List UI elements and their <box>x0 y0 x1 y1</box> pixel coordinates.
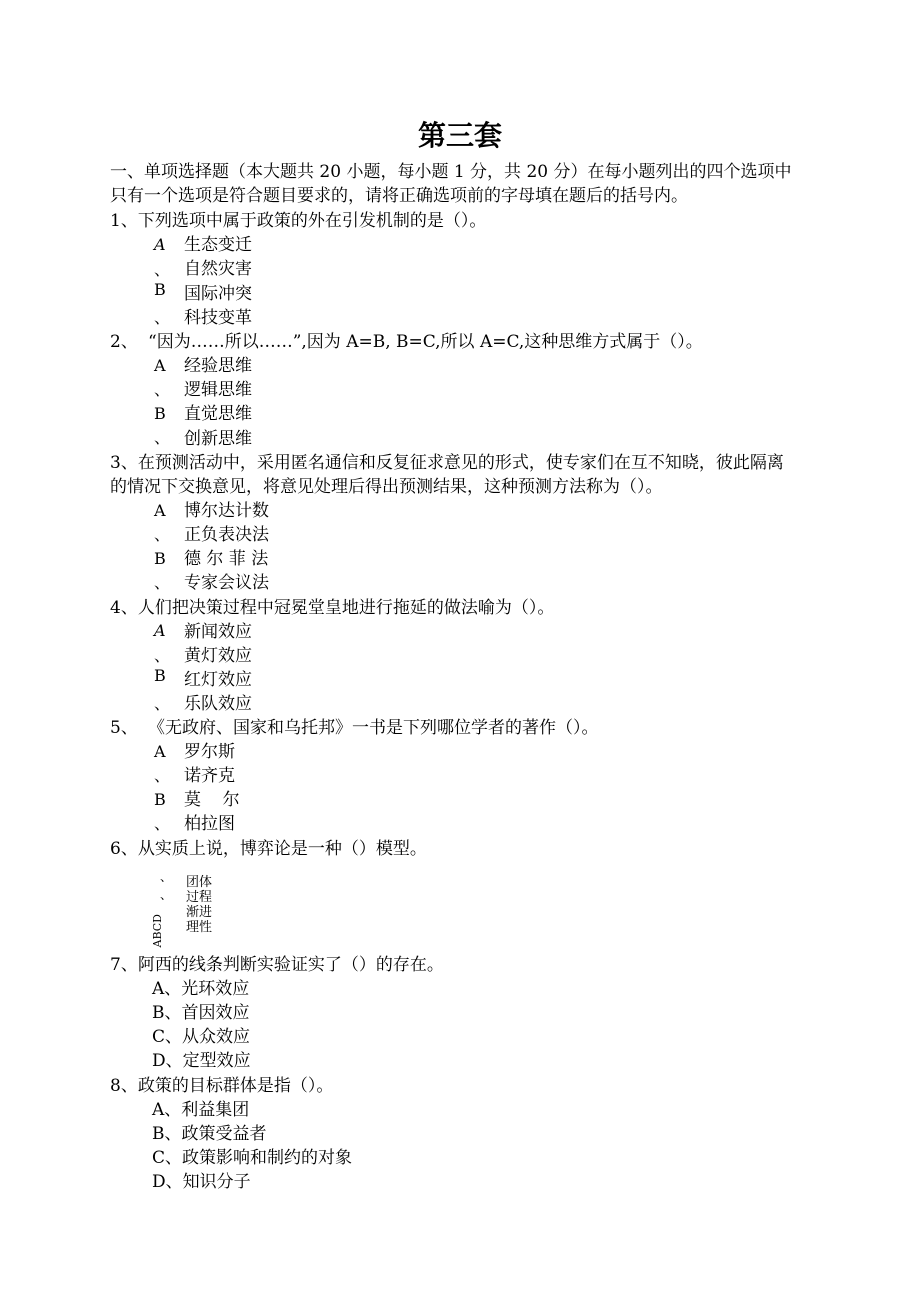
q7-option-a-text: 光环效应 <box>181 979 250 999</box>
q2-option-3: 直觉思维 <box>184 404 252 424</box>
q8-option-a <box>152 1098 249 1122</box>
q5-option-1: 罗尔斯 <box>184 742 235 762</box>
q7-option-a <box>152 977 249 1001</box>
q7-marker-d: D、 <box>152 1051 183 1071</box>
q8-marker-c: C、 <box>152 1148 183 1168</box>
q7-marker-c: C、 <box>152 1027 183 1047</box>
q5-marker-b: B <box>154 790 166 809</box>
q1-marker-b: B <box>154 280 166 299</box>
instructions-line-2: 只有一个选项是符合题目要求的，请将正确选项前的字母填在题后的括号内。 <box>110 186 688 206</box>
q8-option-d-text: 知识分子 <box>182 1172 251 1192</box>
q6-option-1: 团体 <box>186 875 213 890</box>
q5-marker-dun-1: 、 <box>154 766 171 785</box>
q5-option-2: 诺齐克 <box>184 766 235 786</box>
q8-option-b <box>152 1122 267 1146</box>
q5-option-4: 柏拉图 <box>184 814 235 834</box>
q1-marker-dun-1: 、 <box>154 260 171 279</box>
q2-option-2: 逻辑思维 <box>184 380 252 400</box>
q6-vertical-markers: ABCD <box>151 914 164 948</box>
q8-marker-b: B、 <box>152 1124 182 1144</box>
q7-option-b <box>152 1001 250 1025</box>
question-2-number: 2、 <box>110 332 138 352</box>
q6-marker-dun-2: 、 <box>160 888 173 902</box>
question-1-stem: 1、下列选项中属于政策的外在引发机制的是（）。 <box>110 211 487 231</box>
q1-option-4: 科技变革 <box>184 308 252 328</box>
q1-option-2: 自然灾害 <box>184 259 252 279</box>
q7-marker-a: A、 <box>152 979 182 999</box>
q1-option-3: 国际冲突 <box>184 284 252 304</box>
q7-option-c-text: 从众效应 <box>182 1027 251 1047</box>
question-8-stem: 8、政策的目标群体是指（）。 <box>110 1076 334 1096</box>
question-7-stem: 7、阿西的线条判断实验证实了（）的存在。 <box>110 955 444 975</box>
q5-marker-a: A <box>154 742 166 761</box>
q6-option-4: 理性 <box>186 920 213 935</box>
q8-option-c-text: 政策影响和制约的对象 <box>182 1148 353 1168</box>
q4-option-1: 新闻效应 <box>184 622 252 642</box>
q3-marker-dun-2: 、 <box>154 573 171 592</box>
q4-option-4: 乐队效应 <box>184 694 252 714</box>
q1-marker-dun-2: 、 <box>154 308 171 327</box>
q4-marker-a: A <box>154 621 166 640</box>
q4-marker-dun-2: 、 <box>154 694 171 713</box>
q3-option-1: 博尔达计数 <box>184 501 269 521</box>
q5-marker-dun-2: 、 <box>154 814 171 833</box>
instructions-line-1: 一、单项选择题（本大题共 20 小题，每小题 1 分，共 20 分）在每小题列出的四个选项中 <box>110 162 792 182</box>
q2-marker-dun-2: 、 <box>154 428 171 447</box>
q2-option-1: 经验思维 <box>184 356 252 376</box>
q4-option-2: 黄灯效应 <box>184 646 252 666</box>
q3-option-2: 正负表决法 <box>184 525 269 545</box>
q8-option-d <box>152 1170 251 1194</box>
question-5-number: 5、 <box>110 718 138 738</box>
q3-marker-b: B <box>154 549 166 568</box>
q7-option-c <box>152 1025 250 1049</box>
q4-marker-dun-1: 、 <box>154 646 171 665</box>
q6-marker-dun-1: 、 <box>160 870 173 884</box>
q6-option-2: 过程 <box>186 890 213 905</box>
q5-option-3: 莫 尔 <box>184 790 240 810</box>
question-2-stem: “因为……所以……”,因为 A=B, B=C,所以 A=C,这种思维方式属于（）。 <box>148 332 703 352</box>
q1-option-1: 生态变迁 <box>184 235 252 255</box>
q2-marker-dun-1: 、 <box>154 380 171 399</box>
q4-option-3: 红灯效应 <box>184 670 252 690</box>
question-4-stem: 4、人们把决策过程中冠冕堂皇地进行拖延的做法喻为（）。 <box>110 598 555 618</box>
q8-marker-d: D、 <box>152 1172 183 1192</box>
q4-marker-b: B <box>154 666 166 685</box>
q2-option-4: 创新思维 <box>184 429 252 449</box>
q8-option-b-text: 政策受益者 <box>181 1124 267 1144</box>
q8-marker-a: A、 <box>152 1100 182 1120</box>
q8-option-a-text: 利益集团 <box>181 1100 250 1120</box>
q3-marker-dun-1: 、 <box>154 525 171 544</box>
question-3-line-1: 3、在预测活动中，采用匿名通信和反复征求意见的形式，使专家们在互不知晓，彼此隔离 <box>110 453 784 473</box>
q8-option-c <box>152 1146 352 1170</box>
q3-marker-a: A <box>154 501 166 520</box>
q6-option-3: 渐进 <box>186 905 213 920</box>
q3-option-4: 专家会议法 <box>184 573 269 593</box>
q2-marker-b: B <box>154 404 166 423</box>
question-6-stem: 6、从实质上说，博弈论是一种（）模型。 <box>110 839 427 859</box>
q1-marker-a: A <box>154 235 166 254</box>
q7-option-d <box>152 1049 251 1073</box>
question-3-line-2: 的情况下交换意见，将意见处理后得出预测结果，这种预测方法称为（）。 <box>110 477 663 497</box>
q3-option-3: 德 尔 菲 法 <box>184 549 269 569</box>
page-title: 第三套 <box>417 119 502 152</box>
q7-option-b-text: 首因效应 <box>181 1003 250 1023</box>
q7-option-d-text: 定型效应 <box>182 1051 251 1071</box>
question-5-stem: 《无政府、国家和乌托邦》一书是下列哪位学者的著作（）。 <box>148 718 599 738</box>
q2-marker-a: A <box>154 356 166 375</box>
q7-marker-b: B、 <box>152 1003 182 1023</box>
